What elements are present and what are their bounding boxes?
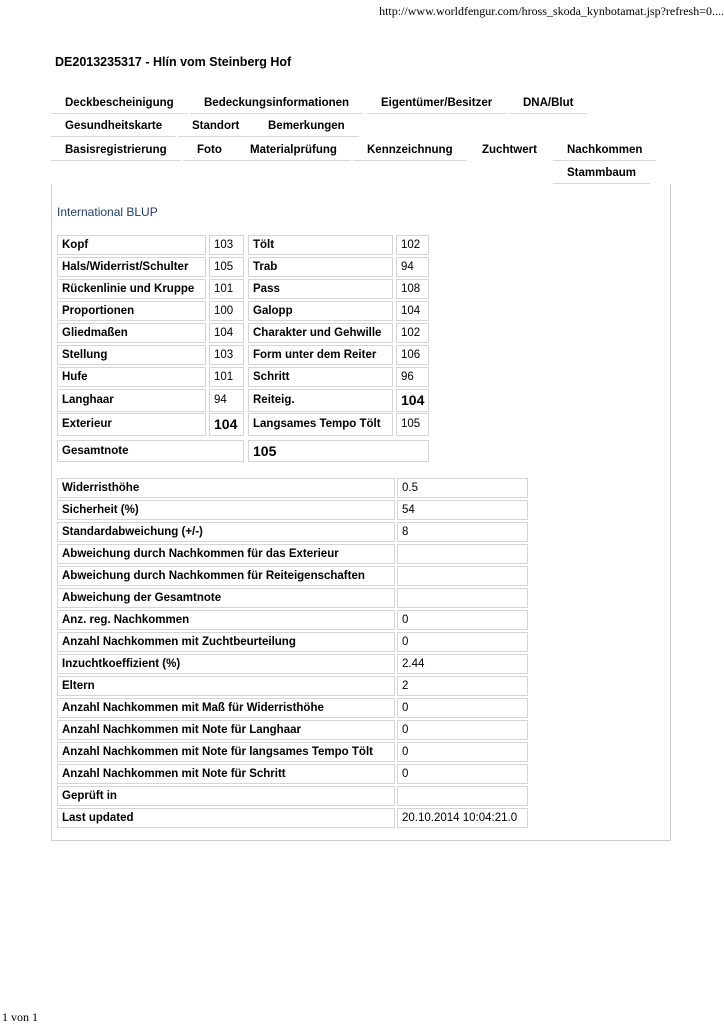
tab-gesundheitskarte[interactable]: Gesundheitskarte: [51, 115, 176, 137]
tab-bedeckungsinformationen[interactable]: Bedeckungsinformationen: [190, 92, 363, 114]
tab-nachkommen[interactable]: Nachkommen: [553, 139, 656, 161]
page-url: http://www.worldfengur.com/hross_skoda_kynbotamat.jsp?refresh=0....: [379, 4, 724, 18]
detail-label: Geprüft in: [57, 786, 395, 806]
detail-label: Anz. reg. Nachkommen: [57, 610, 395, 630]
detail-label: Anzahl Nachkommen mit Note für langsames Tempo Tölt: [57, 742, 395, 762]
blup-value: 103: [209, 235, 244, 255]
detail-value: [397, 588, 528, 608]
detail-label: Anzahl Nachkommen mit Note für Langhaar: [57, 720, 395, 740]
tab-eigentümer-besitzer[interactable]: Eigentümer/Besitzer: [367, 92, 506, 114]
blup-label: Kopf: [57, 235, 206, 255]
blup-value: 94: [209, 389, 244, 412]
blup-value: 96: [396, 367, 429, 387]
detail-value: 0: [397, 742, 528, 762]
tab-deckbescheinigung[interactable]: Deckbescheinigung: [51, 92, 188, 114]
detail-value: 0: [397, 632, 528, 652]
tab-standort[interactable]: Standort: [178, 115, 253, 137]
detail-label: Widerristhöhe: [57, 478, 395, 498]
blup-label: Reiteig.: [248, 389, 393, 412]
blup-label: Tölt: [248, 235, 393, 255]
blup-label: Langsames Tempo Tölt: [248, 413, 393, 436]
section-title: International BLUP: [57, 205, 158, 219]
blup-value: 101: [209, 279, 244, 299]
detail-value: 54: [397, 500, 528, 520]
detail-label: Standardabweichung (+/-): [57, 522, 395, 542]
tab-materialprüfung[interactable]: Materialprüfung: [236, 139, 351, 161]
blup-label: Exterieur: [57, 413, 206, 436]
tab-stammbaum[interactable]: Stammbaum: [553, 162, 650, 184]
detail-value: 2.44: [397, 654, 528, 674]
page-number: 1 von 1: [2, 1010, 38, 1024]
blup-value: 104: [396, 301, 429, 321]
blup-label: Stellung: [57, 345, 206, 365]
blup-label: Trab: [248, 257, 393, 277]
tab-foto[interactable]: Foto: [183, 139, 236, 161]
blup-value: 103: [209, 345, 244, 365]
detail-value: 8: [397, 522, 528, 542]
detail-value: 0: [397, 720, 528, 740]
detail-label: Abweichung der Gesamtnote: [57, 588, 395, 608]
tab-zuchtwert[interactable]: Zuchtwert: [468, 139, 551, 161]
total-label: Gesamtnote: [57, 440, 244, 462]
blup-label: Rückenlinie und Kruppe: [57, 279, 206, 299]
blup-value: 102: [396, 323, 429, 343]
tab-bemerkungen[interactable]: Bemerkungen: [254, 115, 359, 137]
blup-value: 104: [209, 413, 244, 436]
blup-label: Charakter und Gehwille: [248, 323, 393, 343]
detail-label: Abweichung durch Nachkommen für das Exterieur: [57, 544, 395, 564]
tab-kennzeichnung[interactable]: Kennzeichnung: [353, 139, 467, 161]
blup-value: 102: [396, 235, 429, 255]
blup-label: Pass: [248, 279, 393, 299]
detail-label: Abweichung durch Nachkommen für Reiteigenschaften: [57, 566, 395, 586]
blup-label: Galopp: [248, 301, 393, 321]
blup-label: Form unter dem Reiter: [248, 345, 393, 365]
detail-label: Anzahl Nachkommen mit Zuchtbeurteilung: [57, 632, 395, 652]
detail-label: Last updated: [57, 808, 395, 828]
blup-label: Schritt: [248, 367, 393, 387]
detail-value: 2: [397, 676, 528, 696]
blup-value: 105: [396, 413, 429, 436]
detail-value: 0.5: [397, 478, 528, 498]
detail-label: Sicherheit (%): [57, 500, 395, 520]
detail-value: 0: [397, 610, 528, 630]
blup-label: Gliedmaßen: [57, 323, 206, 343]
detail-value: 20.10.2014 10:04:21.0: [397, 808, 528, 828]
blup-label: Proportionen: [57, 301, 206, 321]
detail-label: Anzahl Nachkommen mit Note für Schritt: [57, 764, 395, 784]
detail-value: [397, 786, 528, 806]
blup-value: 108: [396, 279, 429, 299]
detail-label: Inzuchtkoeffizient (%): [57, 654, 395, 674]
detail-value: [397, 544, 528, 564]
blup-value: 105: [209, 257, 244, 277]
blup-label: Hals/Widerrist/Schulter: [57, 257, 206, 277]
blup-value: 94: [396, 257, 429, 277]
detail-label: Anzahl Nachkommen mit Maß für Widerristhöhe: [57, 698, 395, 718]
blup-value: 106: [396, 345, 429, 365]
blup-value: 104: [396, 389, 429, 412]
total-value: 105: [248, 440, 429, 462]
detail-value: 0: [397, 764, 528, 784]
detail-value: 0: [397, 698, 528, 718]
page-title: DE2013235317 - Hlín vom Steinberg Hof: [55, 55, 292, 69]
tab-dna-blut[interactable]: DNA/Blut: [509, 92, 587, 114]
detail-label: Eltern: [57, 676, 395, 696]
blup-value: 104: [209, 323, 244, 343]
blup-label: Hufe: [57, 367, 206, 387]
blup-label: Langhaar: [57, 389, 206, 412]
blup-value: 100: [209, 301, 244, 321]
blup-value: 101: [209, 367, 244, 387]
detail-value: [397, 566, 528, 586]
tab-basisregistrierung[interactable]: Basisregistrierung: [51, 139, 181, 161]
